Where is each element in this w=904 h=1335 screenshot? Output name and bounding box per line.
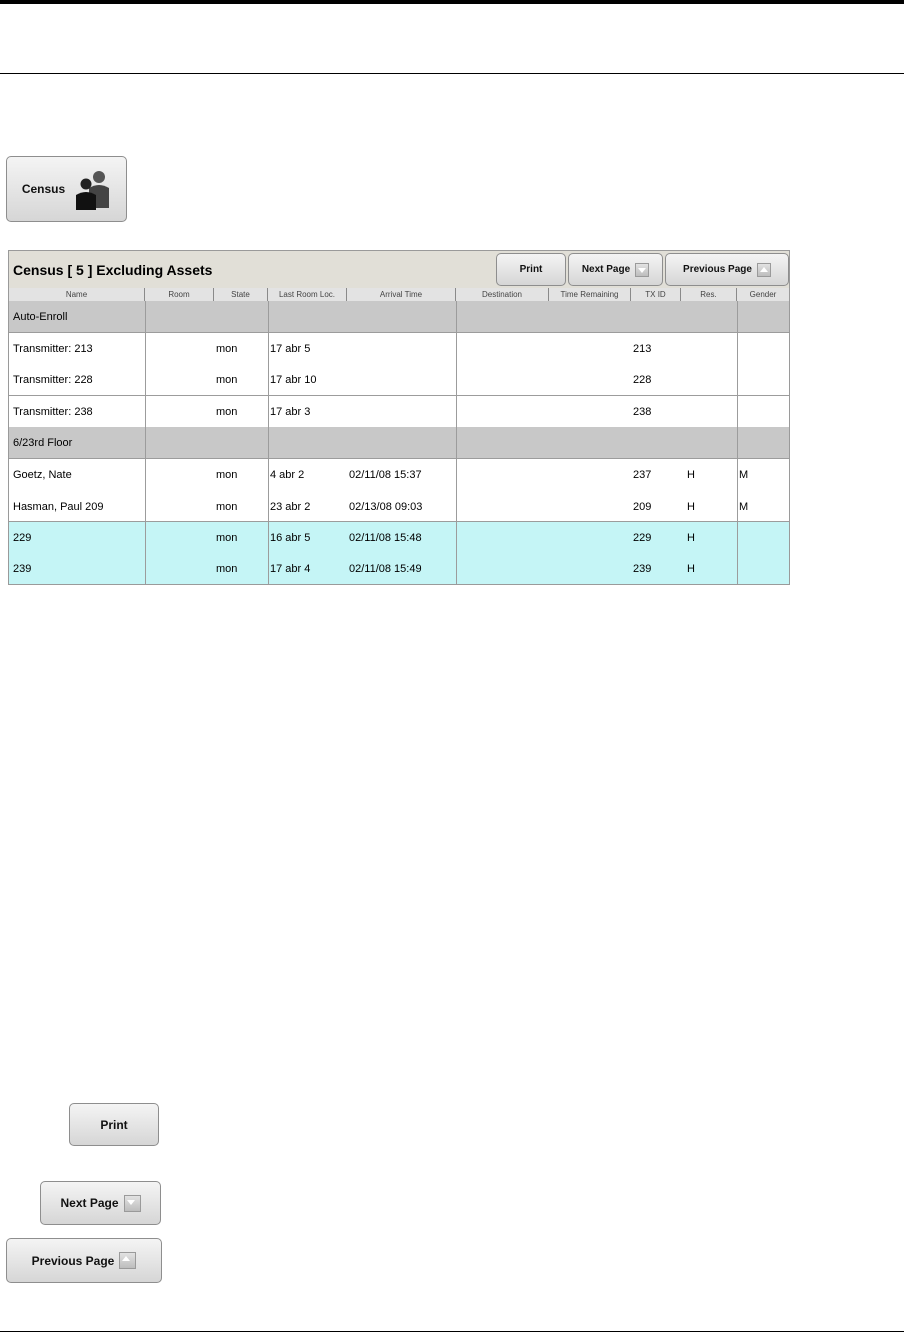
column-divider — [268, 301, 269, 584]
column-divider — [456, 301, 457, 584]
arrow-up-icon — [757, 263, 771, 277]
cell-last-room: 17 abr 3 — [270, 405, 311, 418]
print-button[interactable] — [496, 253, 566, 286]
row-divider — [9, 395, 789, 396]
cell-state: mon — [216, 469, 238, 481]
column-divider — [145, 301, 146, 584]
cell-arrival: 02/11/08 15:49 — [349, 562, 422, 575]
cell-gender: M — [739, 500, 749, 513]
census-button[interactable] — [6, 156, 127, 222]
legend-print-button[interactable] — [69, 1103, 159, 1146]
row-divider — [9, 521, 789, 522]
table-row-highlighted[interactable] — [9, 553, 789, 584]
cell-tx-id: 213 — [633, 343, 652, 355]
cell-tx-id: 229 — [633, 531, 652, 544]
cell-last-room: 23 abr 2 — [270, 500, 311, 513]
cell-name: Transmitter: 228 — [13, 374, 93, 386]
table-row[interactable] — [9, 459, 789, 491]
col-header-last-room[interactable]: Last Room Loc. — [268, 288, 347, 301]
census-panel — [8, 250, 790, 585]
next-page-button[interactable] — [568, 253, 663, 286]
cell-tx-id: 237 — [633, 469, 652, 481]
cell-name: Transmitter: 238 — [13, 405, 93, 418]
col-header-res[interactable]: Res. — [681, 288, 737, 301]
cell-last-room: 17 abr 4 — [270, 562, 311, 575]
col-header-gender[interactable]: Gender — [749, 290, 777, 299]
cell-gender: M — [739, 469, 749, 481]
cell-tx-id: 239 — [633, 562, 652, 575]
panel-title-bar — [9, 251, 789, 288]
cell-state: mon — [216, 343, 238, 355]
cell-state: mon — [216, 531, 238, 544]
cell-name: Hasman, Paul 209 — [13, 500, 104, 513]
legend-next-label: Next Page — [60, 1196, 119, 1210]
col-header-tx-id[interactable]: TX ID — [631, 288, 681, 301]
col-header-state[interactable]: State — [214, 288, 268, 301]
column-header — [9, 288, 789, 301]
census-button-label: Census — [21, 182, 66, 196]
footer-rule — [0, 1331, 904, 1332]
cell-tx-id: 238 — [633, 405, 652, 418]
print-button-label: Print — [519, 264, 543, 275]
legend-next-page-button[interactable] — [40, 1181, 161, 1225]
cell-arrival: 02/11/08 15:48 — [349, 531, 422, 544]
previous-page-button[interactable] — [665, 253, 789, 286]
cell-arrival: 02/13/08 09:03 — [349, 500, 423, 513]
table-row[interactable] — [9, 333, 789, 365]
cell-tx-id: 228 — [633, 374, 652, 386]
previous-page-button-label: Previous Page — [683, 264, 752, 275]
cell-state: mon — [216, 405, 238, 418]
cell-res: H — [687, 562, 695, 575]
legend-previous-page-button[interactable] — [6, 1238, 162, 1283]
row-divider — [9, 332, 789, 333]
col-header-arrival[interactable]: Arrival Time — [347, 288, 456, 301]
cell-name: Transmitter: 213 — [13, 343, 93, 355]
table-row[interactable] — [9, 396, 789, 427]
panel-title: Census [ 5 ] Excluding Assets — [13, 262, 213, 278]
col-header-room[interactable]: Room — [145, 288, 214, 301]
cell-state: mon — [216, 500, 238, 513]
group-label: Auto-Enroll — [13, 310, 68, 323]
group-row-floor — [9, 427, 789, 459]
cell-name: 239 — [13, 562, 32, 575]
row-divider — [9, 458, 789, 459]
group-row-auto-enroll — [9, 301, 789, 333]
col-header-time-remaining[interactable]: Time Remaining — [549, 288, 631, 301]
col-header-destination[interactable]: Destination — [456, 288, 549, 301]
table-row-highlighted[interactable] — [9, 522, 789, 553]
cell-last-room: 17 abr 10 — [270, 374, 317, 386]
arrow-down-icon — [635, 263, 649, 277]
cell-last-room: 17 abr 5 — [270, 343, 311, 355]
col-header-name[interactable]: Name — [9, 288, 145, 301]
cell-arrival: 02/11/08 15:37 — [349, 469, 422, 481]
cell-name: 229 — [13, 531, 32, 544]
next-page-button-label: Next Page — [581, 264, 631, 275]
people-icon — [75, 168, 111, 210]
legend-print-label: Print — [100, 1117, 128, 1132]
group-label: 6/23rd Floor — [13, 436, 73, 449]
cell-state: mon — [216, 562, 238, 575]
column-divider — [737, 301, 738, 584]
table-row[interactable] — [9, 365, 789, 395]
cell-tx-id: 209 — [633, 500, 652, 513]
arrow-up-icon — [119, 1252, 136, 1269]
table-row[interactable] — [9, 491, 789, 522]
header-rule — [0, 73, 904, 74]
arrow-down-icon — [124, 1195, 141, 1212]
cell-state: mon — [216, 374, 238, 386]
cell-res: H — [687, 500, 695, 513]
legend-prev-label: Previous Page — [31, 1253, 115, 1268]
cell-name: Goetz, Nate — [13, 469, 72, 481]
cell-last-room: 4 abr 2 — [270, 469, 305, 481]
cell-res: H — [687, 469, 695, 481]
cell-last-room: 16 abr 5 — [270, 531, 311, 544]
cell-res: H — [687, 531, 695, 544]
page-top-rule — [0, 0, 904, 4]
